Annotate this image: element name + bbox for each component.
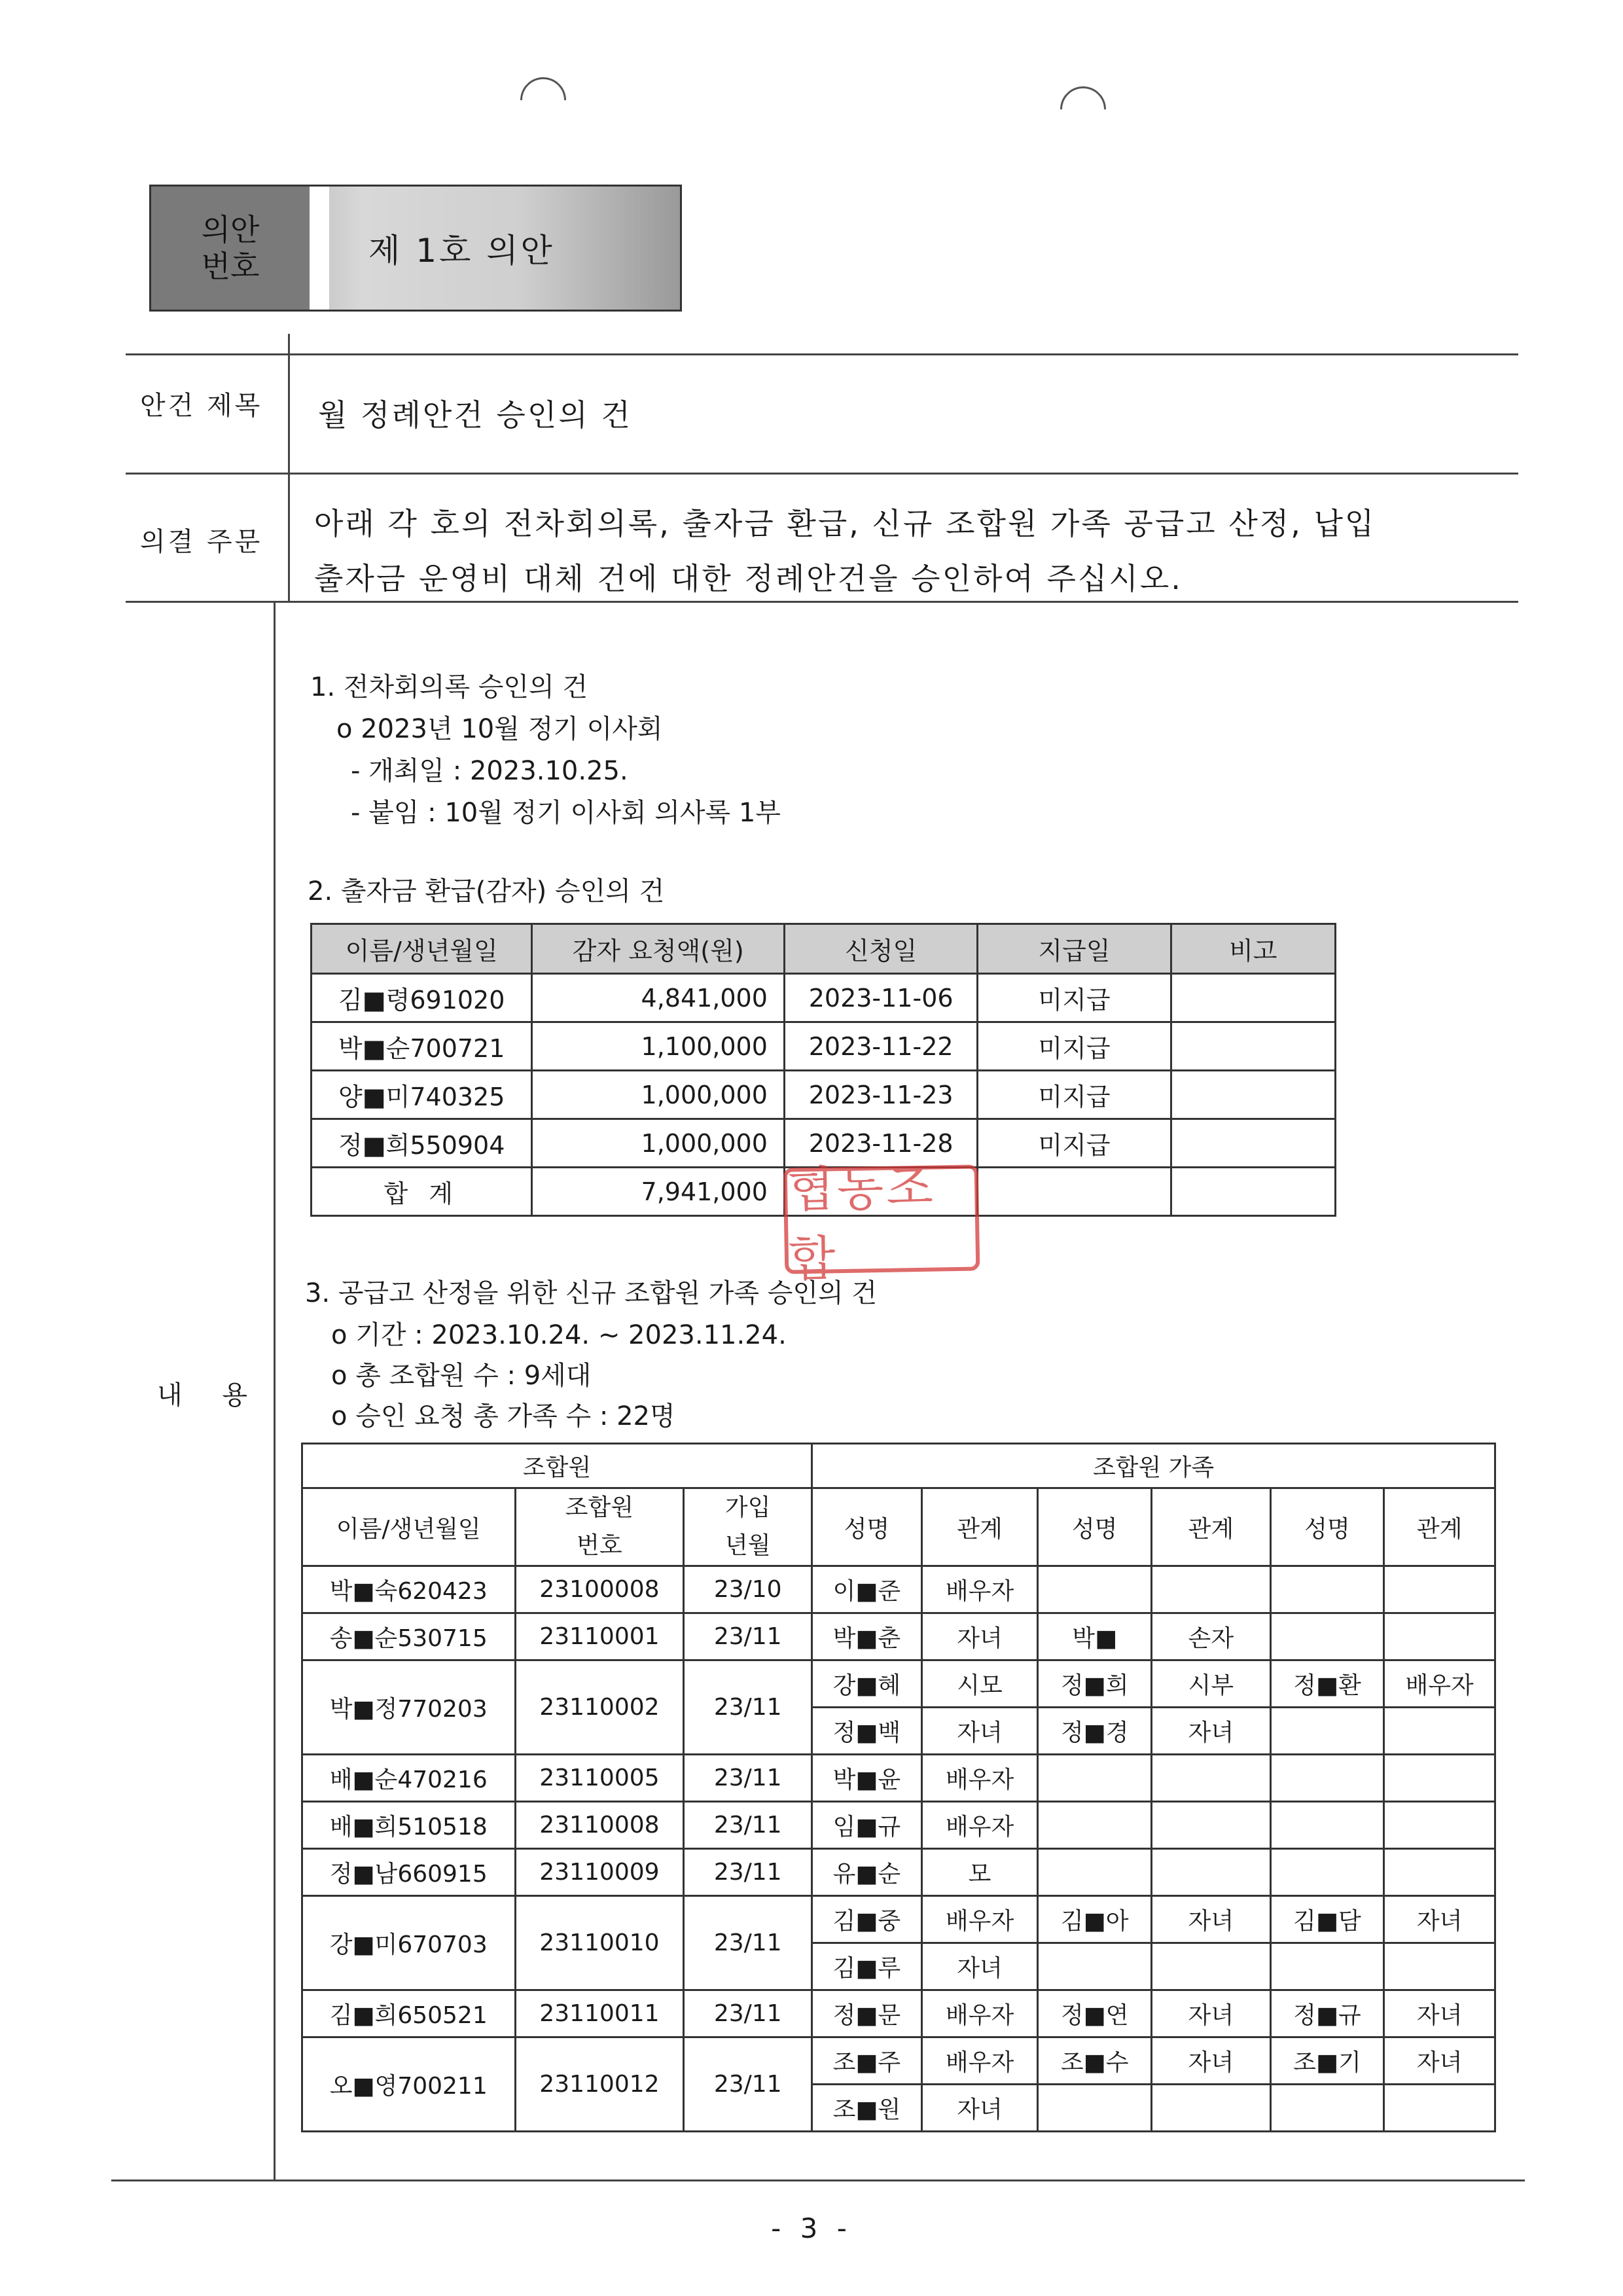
cell-family-name [1038,1802,1152,1849]
cell-relation: 배우자 [921,2037,1038,2085]
cell-family-name: 정■환 [1270,1660,1384,1708]
cell-request-date: 2023-11-06 [784,974,977,1022]
cell-relation: 배우자 [921,1755,1038,1802]
cell-family-name: 김■담 [1270,1896,1384,1943]
resolution-text-line2: 출자금 운영비 대체 건에 대한 정례안건을 승인하여 주십시오. [314,561,1183,596]
cell-family-name: 정■연 [1038,1990,1152,2037]
cell-member-number: 23110002 [515,1660,684,1755]
table-row [302,1613,1495,1660]
cell-relation: 배우자 [921,1566,1038,1613]
cell-relation: 배우자 [1384,1660,1495,1708]
cell-relation: 시부 [1152,1660,1271,1708]
cell-family-name: 김■중 [812,1896,922,1943]
cell-family-name [1270,2085,1384,2132]
agenda-title: 월 정례안건 승인의 건 [318,397,632,433]
cell-request-date: 2023-11-28 [784,1119,977,1168]
table-header-row [312,924,1336,974]
table-row [302,1849,1495,1896]
column-header: 이름/생년월일 [312,924,532,974]
cell-relation: 자녀 [1384,2037,1495,2085]
column-header: 신청일 [784,924,977,974]
cell-pay-status: 미지급 [978,974,1171,1022]
column-header: 관계 [1384,1488,1495,1566]
agenda-header [149,185,682,312]
cell-name: 양■미740325 [312,1071,532,1119]
cell-family-name: 임■규 [812,1802,922,1849]
cell-amount: 4,841,000 [532,974,785,1022]
cell-family-name: 박■윤 [812,1755,922,1802]
cell-member-name: 김■희650521 [302,1990,516,2037]
cell-member-name: 박■숙620423 [302,1566,516,1613]
column-header: 조합원 번호 [515,1488,684,1566]
section3-title: 3. 공급고 산정을 위한 신규 조합원 가족 승인의 건 [305,1278,878,1308]
section3-member-count: o 총 조합원 수 : 9세대 [331,1361,592,1391]
cell-relation [1384,1566,1495,1613]
cell-amount: 1,100,000 [532,1022,785,1071]
cell-relation [1152,1566,1271,1613]
cell-member-number: 23110001 [515,1613,684,1660]
table-header-row [302,1488,1495,1566]
total-amount: 7,941,000 [532,1168,785,1216]
cell-note [1171,974,1335,1022]
cell-relation: 손자 [1152,1613,1271,1660]
cell-family-name: 이■준 [812,1566,922,1613]
section1-date: - 개최일 : 2023.10.25. [351,756,628,786]
cell-family-name: 김■루 [812,1943,922,1990]
cell-family-name: 박■ [1038,1613,1152,1660]
cell-family-name [1038,2085,1152,2132]
group-header-family: 조합원 가족 [812,1444,1495,1488]
cell-relation [1152,1755,1271,1802]
cell-relation [1152,1943,1271,1990]
cell-relation: 자녀 [921,2085,1038,2132]
cell-amount: 1,000,000 [532,1119,785,1168]
table-row [302,2037,1495,2085]
column-header: 성명 [812,1488,922,1566]
cell-member-number: 23110005 [515,1755,684,1802]
cell-name: 정■희550904 [312,1119,532,1168]
cell-relation: 자녀 [921,1708,1038,1755]
cell-family-name: 유■순 [812,1849,922,1896]
cell-join-date: 23/11 [684,2037,812,2132]
cell-family-name [1270,1802,1384,1849]
cell-member-number: 23100008 [515,1566,684,1613]
cell-amount: 1,000,000 [532,1071,785,1119]
cell-family-name [1270,1566,1384,1613]
section3-period: o 기간 : 2023.10.24. ~ 2023.11.24. [331,1320,787,1350]
cell-family-name: 정■문 [812,1990,922,2037]
column-header: 비고 [1171,924,1335,974]
divider [126,353,1518,355]
cell-relation [1384,1849,1495,1896]
table-row [302,1896,1495,1943]
column-header: 지급일 [978,924,1171,974]
title-label: 안건 제목 [140,391,263,421]
cell-family-name [1270,1849,1384,1896]
cell-family-name: 정■백 [812,1708,922,1755]
cell-family-name: 강■혜 [812,1660,922,1708]
cell-family-name [1270,1613,1384,1660]
content-label: 내 용 [157,1380,263,1410]
section3-family-count: o 승인 요청 총 가족 수 : 22명 [331,1401,675,1431]
agenda-number-label: 의안 번호 [151,187,310,310]
cell-family-name: 정■희 [1038,1660,1152,1708]
cell-join-date: 23/11 [684,1849,812,1896]
cell-join-date: 23/11 [684,1990,812,2037]
resolution-text-line1: 아래 각 호의 전차회의록, 출자금 환급, 신규 조합원 가족 공급고 산정, 납입 [314,506,1376,541]
resolution-label: 의결 주문 [140,527,263,557]
cell-relation [1384,1802,1495,1849]
cell-relation: 자녀 [1152,1896,1271,1943]
cell-relation: 배우자 [921,1802,1038,1849]
table-row [312,1071,1336,1119]
cell-relation [1152,2085,1271,2132]
cell-relation: 자녀 [921,1613,1038,1660]
cell-note [1171,1022,1335,1071]
cell-member-number: 23110008 [515,1802,684,1849]
cell-request-date: 2023-11-22 [784,1022,977,1071]
cell-member-name: 정■남660915 [302,1849,516,1896]
table-row [302,1660,1495,1708]
cell-relation [1384,1755,1495,1802]
cell-relation: 시모 [921,1660,1038,1708]
cell-family-name: 조■기 [1270,2037,1384,2085]
cell-relation: 자녀 [1152,2037,1271,2085]
section2-title: 2. 출자금 환급(감자) 승인의 건 [308,876,665,906]
cell-family-name [1038,1755,1152,1802]
cell-family-name: 정■규 [1270,1990,1384,2037]
cell-family-name: 박■춘 [812,1613,922,1660]
cell-relation: 자녀 [921,1943,1038,1990]
cell-join-date: 23/11 [684,1896,812,1990]
cell-family-name [1038,1566,1152,1613]
column-header: 성명 [1038,1488,1152,1566]
cell-relation: 자녀 [1152,1708,1271,1755]
cell-member-name: 배■순470216 [302,1755,516,1802]
cell-relation [1384,1708,1495,1755]
column-header: 성명 [1270,1488,1384,1566]
group-header-member: 조합원 [302,1444,812,1488]
divider [111,2179,1525,2181]
table-row [302,1755,1495,1802]
table-row [312,974,1336,1022]
divider [126,601,1518,603]
cell-family-name: 조■원 [812,2085,922,2132]
cell-member-name: 송■순530715 [302,1613,516,1660]
column-header: 이름/생년월일 [302,1488,516,1566]
cell-family-name [1270,1708,1384,1755]
cell-pay-status: 미지급 [978,1022,1171,1071]
punch-hole [511,68,576,133]
cell-join-date: 23/11 [684,1755,812,1802]
page-number: - 3 - [771,2212,852,2244]
cell-member-number: 23110009 [515,1849,684,1896]
cell-join-date: 23/11 [684,1802,812,1849]
agenda-number: 제 1호 의안 [368,232,555,270]
column-header: 감자 요청액(원) [532,924,785,974]
table-row [302,1990,1495,2037]
cell-name: 박■순700721 [312,1022,532,1071]
cell-request-date: 2023-11-23 [784,1071,977,1119]
table-row [302,1802,1495,1849]
cell-relation: 배우자 [921,1990,1038,2037]
cell-member-number: 23110010 [515,1896,684,1990]
cell-relation [1152,1802,1271,1849]
cell-note [1171,1119,1335,1168]
cell-join-date: 23/10 [684,1566,812,1613]
cell-family-name [1270,1755,1384,1802]
column-header: 관계 [921,1488,1038,1566]
cell-member-number: 23110011 [515,1990,684,2037]
cell-name: 김■령691020 [312,974,532,1022]
cell-member-name: 강■미670703 [302,1896,516,1990]
cell-relation: 자녀 [1384,1896,1495,1943]
total-label: 합 계 [312,1168,532,1216]
divider [126,473,1518,475]
section1-title: 1. 전차회의록 승인의 건 [310,672,588,702]
cell-member-name: 박■정770203 [302,1660,516,1755]
cell-member-name: 배■희510518 [302,1802,516,1849]
cell-family-name: 정■경 [1038,1708,1152,1755]
column-header: 가입 년월 [684,1488,812,1566]
cell-family-name [1038,1849,1152,1896]
cell-member-name: 오■영700211 [302,2037,516,2132]
cell-relation [1384,2085,1495,2132]
punch-hole [1051,77,1116,142]
cell-relation: 배우자 [921,1896,1038,1943]
cell-relation: 모 [921,1849,1038,1896]
table-row [312,1022,1336,1071]
cell-pay-status: 미지급 [978,1071,1171,1119]
column-header: 관계 [1152,1488,1271,1566]
cell-family-name: 조■주 [812,2037,922,2085]
cell-note [1171,1071,1335,1119]
divider [288,334,290,602]
cell-relation [1384,1613,1495,1660]
cell-member-number: 23110012 [515,2037,684,2132]
cell-join-date: 23/11 [684,1613,812,1660]
cell-pay-status: 미지급 [978,1119,1171,1168]
section1-attachment: - 붙임 : 10월 정기 이사회 의사록 1부 [351,798,781,828]
cooperative-seal-stamp: 협동조합 [783,1164,980,1274]
table-row [302,1566,1495,1613]
cell-relation [1384,1943,1495,1990]
divider [274,601,276,2179]
family-table [301,1443,1496,2132]
section1-item: o 2023년 10월 정기 이사회 [336,714,663,744]
cell-relation: 자녀 [1384,1990,1495,2037]
cell-family-name: 조■수 [1038,2037,1152,2085]
cell-family-name: 김■아 [1038,1896,1152,1943]
cell-relation [1152,1849,1271,1896]
cell-relation: 자녀 [1152,1990,1271,2037]
cell-join-date: 23/11 [684,1660,812,1755]
cell-family-name [1038,1943,1152,1990]
cell-family-name [1270,1943,1384,1990]
